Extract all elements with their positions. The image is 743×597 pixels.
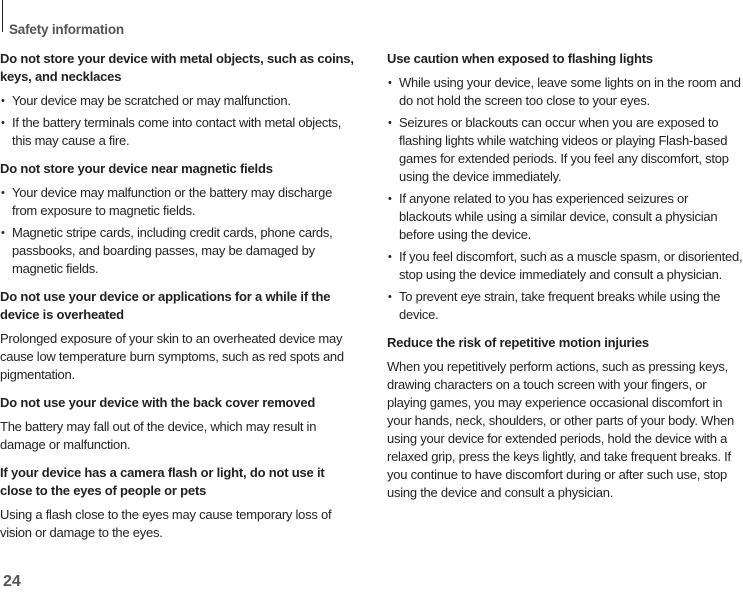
bullet-list [0,184,356,278]
header-rule [2,0,3,32]
list-item: • Your device may be scratched or may malfunction. [0,92,356,110]
page-header [0,0,200,40]
section-heading: Do not use your device or applications for a while if the device is overheated [0,289,331,322]
list-item: • If you feel discomfort, such as a muscle spasm, or disoriented, stop using the device immediately and consult a physician. [387,248,743,284]
right-column [387,50,743,512]
section-paragraph: Prolonged exposure of your skin to an overheated device may cause low temperature burn symptoms, such as red spots and pigmentation. [0,331,344,382]
list-item: • Your device may malfunction or the battery may discharge from exposure to magnetic fields. [0,184,356,220]
page-title: Safety information [9,22,124,37]
page-number: 24 [3,573,21,590]
section-back-cover [0,394,356,454]
bullet-list [387,74,743,324]
section-heading: Reduce the risk of repetitive motion injuries [387,335,649,350]
section-paragraph: The battery may fall out of the device, which may result in damage or malfunction. [0,419,317,452]
section-heading: Do not use your device with the back cover removed [0,395,316,410]
section-flashing-lights [387,50,743,324]
section-heading: Do not store your device with metal objects, such as coins, keys, and necklaces [0,51,354,84]
list-item: • To prevent eye strain, take frequent breaks while using the device. [387,288,743,324]
list-item: • If anyone related to you has experienced seizures or blackouts while using a similar device, consult a physician before using the device. [387,190,743,244]
section-paragraph: When you repetitively perform actions, such as pressing keys, drawing characters on a touch screen with your fingers, or playing games, you may experience occasional discomfort in your hands, neck, shoulders, or other parts of your body. When using your device for extended periods, hold the device with a relaxed grip, press the keys lightly, and take frequent breaks. If you continue to have discomfort during or after such use, stop using the device and consult a physician. [387,359,735,500]
section-overheated [0,288,356,384]
section-paragraph: Using a flash close to the eyes may cause temporary loss of vision or damage to the eyes. [0,507,332,540]
list-item: • If the battery terminals come into contact with metal objects, this may cause a fire. [0,114,356,150]
section-camera-flash [0,464,356,542]
list-item: • Magnetic stripe cards, including credit cards, phone cards, passbooks, and boarding passes, may be damaged by magnetic fields. [0,224,356,278]
section-heading: Use caution when exposed to flashing lights [387,51,653,66]
section-heading: If your device has a camera flash or light, do not use it close to the eyes of people or pets [0,465,325,498]
left-column [0,50,356,552]
section-magnetic-fields [0,160,356,278]
list-item: • While using your device, leave some lights on in the room and do not hold the screen too close to your eyes. [387,74,743,110]
bullet-list [0,92,356,150]
section-repetitive-motion [387,334,743,502]
section-heading: Do not store your device near magnetic fields [0,161,273,176]
section-metal-objects [0,50,356,150]
list-item: • Seizures or blackouts can occur when you are exposed to flashing lights while watching videos or playing Flash-based games for extended periods. If you feel any discomfort, stop using the device immediately. [387,114,743,186]
